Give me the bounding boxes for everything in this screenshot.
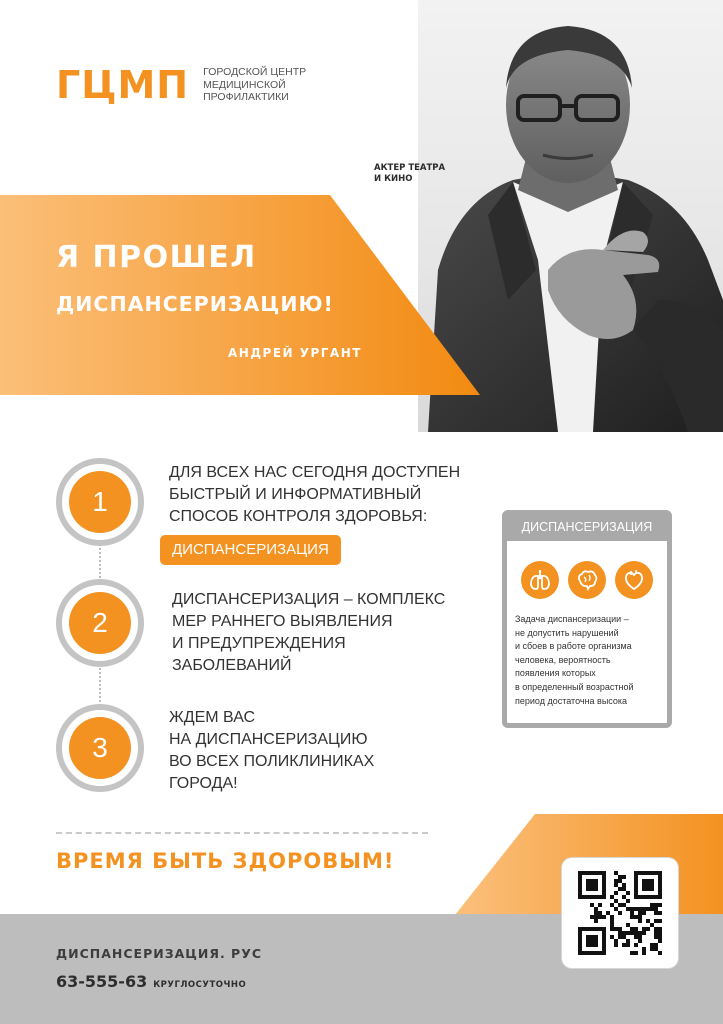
info-line: Задача диспансеризации – (515, 614, 629, 624)
qr-code-icon (578, 871, 662, 955)
lungs-icon (521, 561, 559, 599)
step-line: И ПРЕДУПРЕЖДЕНИЯ (172, 635, 346, 652)
logo-line: ПРОФИЛАКТИКИ (203, 91, 289, 104)
info-box (502, 510, 672, 728)
step-1-badge (56, 458, 144, 546)
step-line: ДИСПАНСЕРИЗАЦИЯ – КОМПЛЕКС (172, 591, 446, 608)
step-1-text (169, 462, 460, 528)
qr-code-card[interactable] (562, 858, 678, 968)
step-number: 3 (69, 717, 131, 779)
logo (56, 63, 307, 107)
info-line: не допустить нарушений (515, 627, 619, 638)
step-number: 1 (69, 471, 131, 533)
logo-mark: ГЦМП (56, 63, 190, 107)
step-line: НА ДИСПАНСЕРИЗАЦИЮ (169, 731, 368, 748)
info-box-text (515, 613, 667, 708)
step-line: ГОРОДА! (169, 775, 238, 792)
headline-author: АНДРЕЙ УРГАНТ (228, 346, 362, 360)
headline-line-1: Я ПРОШЕЛ (56, 240, 257, 275)
step-line: БЫСТРЫЙ И ИНФОРМАТИВНЫЙ (169, 486, 422, 503)
info-icons (517, 561, 657, 599)
step-number: 2 (69, 592, 131, 654)
step-line: ЖДЕМ ВАС (169, 709, 256, 726)
info-box-title: ДИСПАНСЕРИЗАЦИЯ (507, 515, 667, 541)
info-line: в определенный возрастной (515, 681, 634, 692)
step-line: ДЛЯ ВСЕХ НАС СЕГОДНЯ ДОСТУПЕН (169, 464, 461, 481)
step-line: ВО ВСЕХ ПОЛИКЛИНИКАХ (169, 753, 375, 770)
step-line: СПОСОБ КОНТРОЛЯ ЗДОРОВЬЯ: (169, 508, 428, 525)
highlight-pill: ДИСПАНСЕРИЗАЦИЯ (160, 535, 341, 565)
phone-digits: 63-555-63 (56, 972, 148, 991)
actor-caption-line: АКТЕР ТЕАТРА (374, 163, 446, 173)
info-line: период достаточна высока (515, 695, 628, 706)
info-line: появления которых (515, 668, 596, 679)
logo-line: МЕДИЦИНСКОЙ (203, 78, 286, 91)
step-2-text (172, 589, 445, 677)
step-3-badge (56, 704, 144, 792)
actor-caption (374, 163, 445, 185)
info-line: человека, вероятность (515, 654, 611, 665)
actor-photo (418, 0, 723, 432)
website-link[interactable]: ДИСПАНСЕРИЗАЦИЯ. РУС (56, 946, 263, 961)
step-3-text (169, 707, 374, 795)
step-line: МЕР РАННЕГО ВЫЯВЛЕНИЯ (172, 613, 393, 630)
headline-line-2: ДИСПАНСЕРИЗАЦИЮ! (56, 292, 334, 316)
logo-line: ГОРОДСКОЙ ЦЕНТР (203, 66, 307, 79)
phone-note: КРУГЛОСУТОЧНО (153, 980, 247, 990)
divider (56, 832, 428, 834)
logo-text (203, 66, 306, 104)
step-2-badge (56, 579, 144, 667)
step-line: ЗАБОЛЕВАНИЙ (172, 657, 292, 674)
phone-number[interactable] (56, 972, 246, 991)
actor-portrait-illustration (418, 0, 723, 432)
brain-icon (568, 561, 606, 599)
heart-icon (615, 561, 653, 599)
slogan: ВРЕМЯ БЫТЬ ЗДОРОВЫМ! (56, 849, 395, 873)
info-line: и сбоев в работе организма (515, 641, 632, 652)
actor-caption-line: И КИНО (374, 174, 413, 184)
